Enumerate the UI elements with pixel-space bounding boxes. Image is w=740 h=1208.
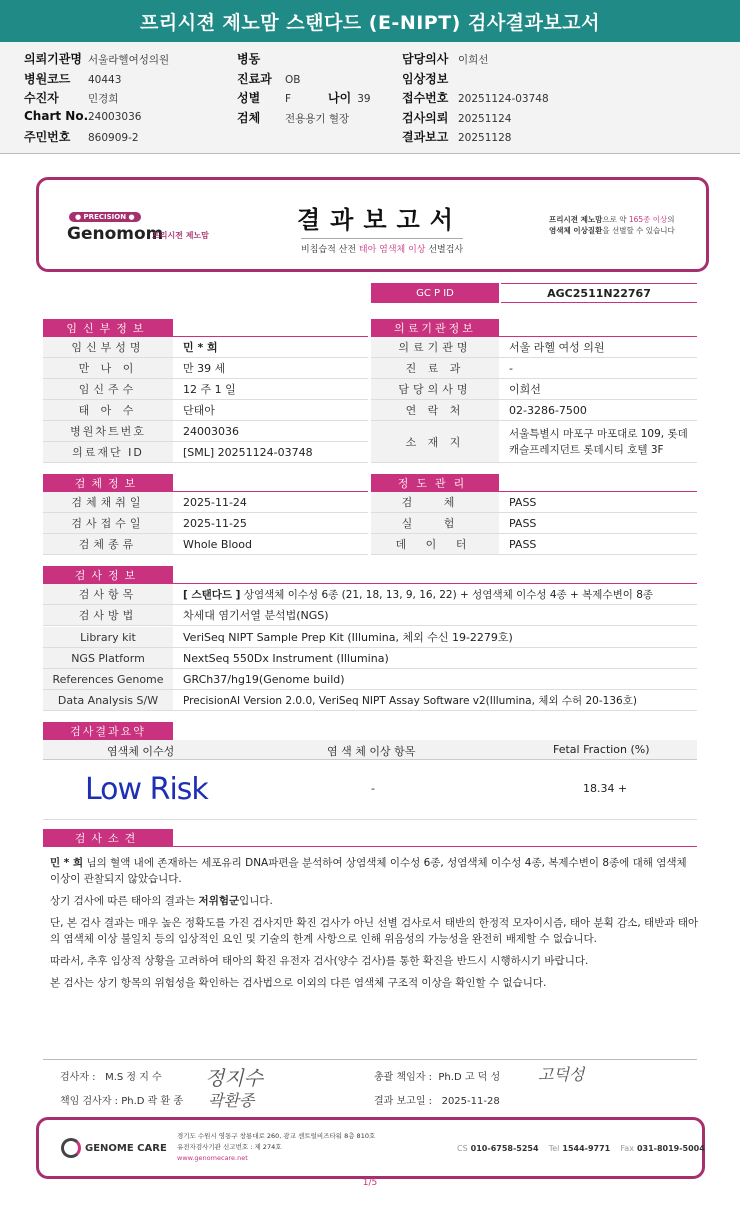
gcpid-label: GC P ID [371, 283, 499, 303]
header-patient: 수진자 민경희 [24, 91, 119, 105]
header-sex: 성별 F [237, 91, 292, 105]
report-date: 결과 보고일 : 2025-11-28 [374, 1096, 500, 1107]
report-title: 결과보고서 [297, 206, 463, 234]
opinion-paragraph-1: 민 * 희 님의 혈액 내에 존재하는 세포유리 DNA파편을 분석하여 상염색체 이수성 6종, 성염색체 이수성 4종, 복제수변이 8종에 대해 염색체 이상이 관찰되지 않았습니다. [50, 857, 687, 885]
divider [43, 1059, 697, 1060]
tester-signature: 정지수 [205, 1066, 263, 1090]
row-doctor: 담당의사명 이희선 [371, 379, 697, 400]
row-qc-specimen: 검 체 PASS [371, 492, 697, 513]
row-chart-number: 병원차트번호 24003036 [43, 421, 368, 442]
footer-contacts: CS 010-6758-5254 Tel 1544-9771 Fax 031-8019-5004 [457, 1144, 705, 1153]
row-collection-date: 검체채취일 2025-11-24 [43, 492, 368, 513]
gcpid-value: AGC2511N22767 [501, 283, 697, 303]
opinion-paragraph-2: 상기 검사에 따른 태아의 결과는 저위험군입니다. [50, 895, 273, 907]
responsible-signature: 곽환종 [208, 1091, 255, 1110]
header-panel [0, 42, 740, 154]
header-ward: 병동 [237, 52, 261, 66]
footer-website[interactable]: www.genomecare.net [177, 1154, 248, 1162]
header-hospital-code: 병원코드 40443 [24, 72, 122, 86]
row-qc-experiment: 실 험 PASS [371, 513, 697, 534]
row-pregnant-age: 만 나 이 만 39 세 [43, 358, 368, 379]
row-department: 진 료 과 - [371, 358, 697, 379]
summary-col-abnormal-items: 염 색 체 이상 항목 [327, 745, 416, 758]
result-low-risk: Low Risk [85, 772, 208, 807]
row-pregnant-name: 임신부성명 민 * 희 [43, 337, 368, 358]
row-test-items: 검사항목 [ 스탠다드 ] 상염색체 이수성 6종 (21, 18, 13, 9, 16, 22) + 성염색체 이수성 4종 + 복제수변이 8종 [43, 584, 697, 605]
genomom-logo-sub: 프리시젼 제노맘 [152, 231, 209, 240]
header-resident-no: 주민번호 860909-2 [24, 130, 139, 144]
header-doctor: 담당의사 이희선 [402, 52, 489, 66]
page-title: 프리시젼 제노맘 스탠다드 (E-NIPT) 검사결과보고서 [0, 0, 740, 42]
row-gestational-age: 임신주수 12 주 1 일 [43, 379, 368, 400]
section-qc: 정도관리 [371, 474, 499, 492]
section-specimen-info: 검체정보 [43, 474, 173, 492]
section-test-info: 검사정보 [43, 566, 173, 584]
footer-address: 경기도 수원시 영통구 창룡대로 260, 광교 센트럴비즈타워 8층 810호 유전자검사기관 신고번호 : 제 274호 www.genomecare.net [177, 1132, 376, 1162]
row-ngs-platform: NGS Platform NextSeq 550Dx Instrument (Illumina) [43, 648, 697, 669]
tester: 검사자 : M.S 정 지 수 [60, 1072, 162, 1083]
header-clinical: 임상정보 [402, 72, 449, 86]
row-test-method: 검사방법 차세대 염기서열 분석법(NGS) [43, 605, 697, 626]
divider [43, 819, 697, 820]
section-opinion: 검사소견 [43, 829, 173, 847]
header-receipt-no: 접수번호 20251124-03748 [402, 91, 549, 105]
row-receipt-date: 검사접수일 2025-11-25 [43, 513, 368, 534]
summary-header [43, 740, 697, 760]
responsible-tester: 책임 검사자 : Ph.D 곽 환 종 [60, 1096, 183, 1107]
section-result-summary: 검사결과요약 [43, 722, 173, 740]
report-subtitle: 비침습적 산전 태아 염색체 이상 선별검사 [301, 238, 463, 255]
section-pregnant-info: 임신부정보 [43, 319, 173, 337]
header-age: 나이 39 [328, 91, 371, 105]
row-contact: 연 락 처 02-3286-7500 [371, 400, 697, 421]
genomom-logo: Genomom [67, 224, 164, 244]
genomecare-logo: GENOME CARE [61, 1138, 167, 1158]
header-specimen: 검체 전용용기 혈장 [237, 111, 350, 125]
precision-badge: ● PRECISION ● [69, 212, 141, 222]
row-institution-name: 의료기관명 서울 라헬 여성 의원 [371, 337, 697, 358]
row-foundation-id: 의료재단 ID [SML] 20251124-03748 [43, 442, 368, 463]
divider [173, 846, 697, 847]
genomecare-icon [61, 1138, 81, 1158]
header-request-date: 검사의뢰 20251124 [402, 111, 512, 125]
opinion-paragraph-3: 단, 본 검사 결과는 매우 높은 정확도를 가진 검사지만 확진 검사가 아닌 선별 검사로서 태반의 한정적 모자이시즘, 태아 분획 감소, 태반과 태아의 염색체 이상 불일치 등의 임상적인 요인 및 기술의 한계 사항으로 인해 위음성의 가능성을 완전히 배제할 수 없습니다. [50, 917, 699, 945]
row-qc-data: 데 이 터 PASS [371, 534, 697, 555]
header-dept: 진료과 OB [237, 72, 301, 86]
opinion-paragraph-5: 본 검사는 상기 항목의 위험성을 확인하는 검사법으로 이외의 다른 염색체 구조적 이상을 확인할 수 없습니다. [50, 977, 547, 989]
result-fetal-fraction: 18.34 + [583, 782, 628, 795]
summary-col-aneuploidy: 염색체 이수성 [107, 745, 175, 758]
row-library-kit: Library kit VeriSeq NIPT Sample Prep Kit (Illumina, 체외 수신 19-2279호) [43, 627, 697, 648]
report-banner [36, 177, 709, 272]
result-abnormal-items: - [371, 782, 375, 795]
chief: 총괄 책임자 : Ph.D 고 덕 성 [374, 1072, 501, 1083]
row-address: 소 재 지 서울특별시 마포구 마포대로 109, 롯데 캐슬프레지던트 롯데시티 호텔 3F [371, 421, 697, 463]
page-number: 1/5 [362, 1178, 378, 1188]
header-report-date: 결과보고 20251128 [402, 130, 512, 144]
chief-signature: 고덕성 [538, 1065, 585, 1084]
footer [36, 1117, 705, 1179]
opinion-paragraph-4: 따라서, 추후 임상적 상황을 고려하여 태아의 확진 유전자 검사(양수 검사)를 통한 확진을 반드시 시행하시기 바랍니다. [50, 955, 589, 967]
section-institution-info: 의료기관정보 [371, 319, 499, 337]
brand-note: 프리시젼 제노맘으로 약 165종 이상의 염색체 이상질환을 선별할 수 있습니다 [549, 215, 675, 235]
row-fetus-count: 태 아 수 단태아 [43, 400, 368, 421]
row-specimen-type: 검체종류 Whole Blood [43, 534, 368, 555]
summary-col-fetal-fraction: Fetal Fraction (%) [553, 743, 650, 756]
header-hospital: 의뢰기관명 서울라헬여성의원 [24, 52, 170, 66]
header-chart-no: Chart No.24003036 [24, 109, 142, 123]
row-reference-genome: References Genome GRCh37/hg19(Genome build) [43, 669, 697, 690]
row-analysis-software: Data Analysis S/W PrecisionAI Version 2.0.0, VeriSeq NIPT Assay Software v2(Illumina, 체외 수허 20-136호) [43, 690, 697, 711]
